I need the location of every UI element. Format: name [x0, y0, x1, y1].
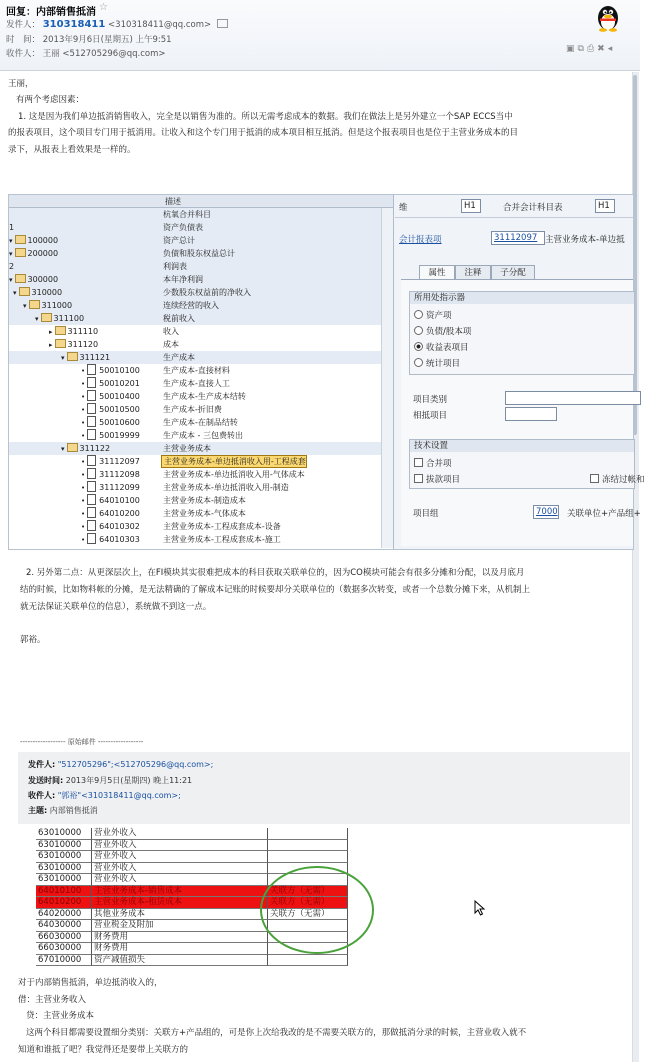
radio-circle-icon[interactable]: [414, 310, 423, 319]
tree-row[interactable]: [9, 260, 381, 273]
tree-row-desc: 生产成本-直接人工: [163, 379, 230, 388]
time-row: [6, 33, 172, 45]
tree-row[interactable]: [9, 429, 381, 442]
expand-arrow-icon[interactable]: ▸: [49, 341, 53, 349]
excel-cell-desc: 营业外收入: [92, 863, 268, 875]
checkbox-icon[interactable]: [590, 474, 599, 483]
tab-attributes[interactable]: 属性: [419, 265, 455, 280]
tree-code-text: 311120: [67, 340, 99, 349]
mail-header: [0, 0, 640, 71]
radio-statistical[interactable]: 统计项目: [414, 357, 460, 369]
bullet-icon: •: [81, 393, 86, 401]
excel-cell-code: 63010000: [36, 828, 92, 840]
tree-code-text: 31112098: [99, 470, 140, 479]
tree-code-text: 64010302: [99, 522, 140, 531]
star-icon[interactable]: ☆: [99, 2, 108, 13]
item-group-desc: 关联单位+产品组+: [567, 509, 641, 519]
excel-cell-desc: 财务费用: [92, 932, 268, 944]
tree-row-code: [9, 234, 58, 248]
tree-row-desc: 生产成本 - 三包费转出: [163, 431, 243, 440]
window-icon[interactable]: ▣: [566, 44, 578, 54]
bullet-icon: •: [81, 432, 86, 440]
tree-row-code: [49, 325, 98, 339]
bullet-icon: •: [81, 523, 86, 531]
tree-row-code: [81, 494, 140, 508]
tree-code-text: 200000: [27, 249, 59, 258]
item-type-label: 项目类别: [413, 395, 448, 405]
document-icon: [87, 494, 96, 505]
tree-code-text: 1: [9, 223, 15, 232]
excel-cell-desc: 主营业务成本-租赁成本: [92, 897, 268, 909]
fs-item-detail: [395, 195, 645, 549]
tree-code-text: 311100: [53, 314, 85, 323]
tree-row-desc: 主营业务成本-单边抵消收入用-制造: [163, 483, 289, 492]
tree-row-desc: 税前收入: [163, 314, 195, 323]
tree-row-desc: 少数股东权益前的净收入: [163, 288, 251, 297]
footer-line3: 贷：主营业务成本: [26, 1011, 95, 1021]
copy-icon[interactable]: ⧉: [577, 44, 587, 54]
radio-asset[interactable]: 资产项: [414, 309, 452, 321]
excel-cell-code: 64010200: [36, 897, 92, 909]
tree-row[interactable]: [9, 364, 381, 377]
document-icon: [87, 429, 96, 440]
tree-row[interactable]: [9, 403, 381, 416]
expand-arrow-icon[interactable]: ▾: [9, 237, 13, 245]
catalog-label: 合并会计科目表: [503, 203, 563, 213]
highlight-ellipse: [260, 866, 374, 954]
tree-row-code: [13, 286, 62, 300]
excel-cell-note: [268, 840, 348, 852]
fs-item-desc: 主营业务成本-单边抵: [545, 235, 625, 245]
document-icon: [87, 403, 96, 414]
tech-settings-title: 技术设置: [410, 440, 634, 452]
quoted-to: 收件人: "郭裕"<310318411@qq.com>;: [28, 791, 181, 800]
tree-row-desc: 杭氧合并科目: [163, 210, 211, 219]
tree-code-text: 64010303: [99, 535, 140, 544]
usage-indicator-group: [409, 291, 635, 375]
folder-icon: [29, 300, 40, 309]
bullet-icon: •: [81, 484, 86, 492]
quoted-mail-header: [18, 752, 630, 824]
item-group-field[interactable]: 7000: [533, 505, 559, 519]
document-icon: [87, 533, 96, 544]
tree-row[interactable]: [9, 338, 381, 351]
tree-row[interactable]: [9, 494, 381, 507]
bullet-icon: •: [81, 510, 86, 518]
sap-screenshot: [8, 194, 645, 550]
quoted-from-value[interactable]: "512705296";<512705296@qq.com>;: [57, 760, 214, 769]
tree-row-desc: 资产总计: [163, 236, 195, 245]
tree-row-code: [81, 377, 140, 391]
excel-cell-desc: 营业外收入: [92, 874, 268, 886]
radio-selected-icon[interactable]: [414, 342, 423, 351]
tree-row-desc: 主营业务成本-单边抵消收入用-工程成套: [161, 455, 307, 468]
tree-row-code: [81, 481, 140, 495]
tree-row-desc: 连续经营的收入: [163, 301, 219, 310]
excel-cell-desc: 营业外收入: [92, 851, 268, 863]
tree-code-text: 50010100: [99, 366, 140, 375]
tree-row-desc: 本年净利润: [163, 275, 203, 284]
quoted-sent: 发送时间: 2013年9月5日(星期四) 晚上11:21: [28, 776, 193, 785]
tech-settings-group: [409, 439, 645, 489]
recipient-row: [6, 47, 165, 59]
tree-code-text: 31112097: [99, 457, 140, 466]
tree-row-desc: 负债和股东权益总计: [163, 249, 235, 258]
recipient-value[interactable]: 王丽 <512705296@qq.com>: [42, 49, 166, 59]
expand-arrow-icon[interactable]: ▾: [61, 445, 65, 453]
tree-row[interactable]: [9, 221, 381, 234]
tree-row[interactable]: [9, 286, 381, 299]
tree-row-desc: 主营业务成本-制造成本: [163, 496, 246, 505]
expand-arrow-icon[interactable]: ▾: [9, 250, 13, 258]
para1-line2: 的报表项目，这个项目专门用于抵消用。让收入和这个专门用于抵消的成本项目相互抵消。但是这个报表项目也是位于主营业务成本的目: [8, 128, 519, 138]
quoted-to-value[interactable]: "郭裕"<310318411@qq.com>;: [57, 791, 181, 800]
tree-row-code: [35, 312, 84, 326]
quoted-from: 发件人: "512705296";<512705296@qq.com>;: [28, 760, 214, 769]
tree-row-code: [81, 429, 140, 443]
excel-cell-code: 63010000: [36, 840, 92, 852]
tree-row-code: [81, 364, 140, 378]
excel-row: [8, 840, 398, 852]
para2-line2: 结的时候，比如物料帐的分摊，是无法精确的了解成本记账的时候要却分关联单位的（数据多次转变，或者一个总数分摊下来，从机制上: [20, 585, 531, 595]
signature: 郭裕。: [20, 635, 46, 645]
document-icon: [87, 455, 96, 466]
tree-row[interactable]: [9, 299, 381, 312]
excel-cell-note: [268, 828, 348, 840]
tree-row-code: [9, 260, 14, 273]
tree-row-desc: 主营业务成本-单边抵消收入用-气体成本: [163, 470, 305, 479]
tree-row[interactable]: [9, 208, 381, 221]
tree-code-text: 300000: [27, 275, 59, 284]
footer-line2: 借：主营业务收入: [18, 995, 87, 1005]
sender-email[interactable]: <310318411@qq.com>: [108, 20, 212, 30]
radio-liability[interactable]: 负债/股本项: [414, 325, 471, 337]
tree-code-text: 311122: [79, 444, 111, 453]
tree-code-text: 50010600: [99, 418, 140, 427]
folder-icon: [15, 248, 26, 257]
bullet-icon: •: [81, 536, 86, 544]
excel-row: [8, 955, 398, 967]
tree-row-code: [61, 351, 110, 365]
checkbox-icon[interactable]: [414, 474, 423, 483]
excel-cell-note: [268, 851, 348, 863]
excel-cell-code: 66030000: [36, 943, 92, 955]
tree-row-desc: 生产成本: [163, 353, 195, 362]
qq-penguin-icon: [594, 2, 622, 32]
tree-row-code: [9, 247, 58, 261]
tree-row-desc: 成本: [163, 340, 179, 349]
folder-icon: [55, 326, 66, 335]
tree-row-code: [61, 442, 110, 456]
expand-arrow-icon[interactable]: ▾: [9, 276, 13, 284]
item-group-label: 项目组: [413, 509, 439, 519]
bullet-icon: •: [81, 406, 86, 414]
tree-code-text: 31112099: [99, 483, 140, 492]
document-icon: [87, 377, 96, 388]
tree-row-code: [81, 507, 140, 521]
tree-code-text: 2: [9, 262, 15, 271]
folder-icon: [67, 443, 78, 452]
tree-row-code: [49, 338, 98, 352]
excel-cell-code: 63010000: [36, 874, 92, 886]
tree-row[interactable]: [9, 455, 381, 468]
checkbox-icon[interactable]: [414, 458, 423, 467]
document-icon: [87, 520, 96, 531]
tree-code-text: 64010200: [99, 509, 140, 518]
para2-line3: 就无法保证关联单位的信息），系统做不到这一点。: [20, 602, 212, 612]
tree-row-desc: 利润表: [163, 262, 187, 271]
time-label: 时 间：: [6, 35, 41, 45]
folder-icon: [67, 352, 78, 361]
item-type-field[interactable]: [505, 391, 641, 405]
tree-code-text: 311121: [79, 353, 111, 362]
tree-row-code: [81, 403, 140, 417]
tree-row[interactable]: [9, 481, 381, 494]
tab-sub-assignment[interactable]: 子分配: [491, 265, 535, 280]
more-icon[interactable]: ◂: [607, 44, 616, 54]
tree-row-desc: 生产成本-生产成本结转: [163, 392, 246, 401]
radio-circle-icon[interactable]: [414, 358, 423, 367]
expand-arrow-icon[interactable]: ▾: [61, 354, 65, 362]
expand-arrow-icon[interactable]: ▾: [23, 302, 27, 310]
tree-row[interactable]: [9, 377, 381, 390]
sender-label: 发件人：: [6, 20, 41, 30]
bullet-icon: •: [81, 497, 86, 505]
tree-row[interactable]: [9, 312, 381, 325]
quoted-subject: 主题: 内部销售抵消: [28, 806, 98, 815]
check-consolidation[interactable]: 合并项: [414, 457, 452, 469]
footer-line4: 这两个科目都需要设置细分类别：关联方+产品组的，可是你上次给我改的是不需要关联方的，那做抵消分录的时候，主营业收入就不: [26, 1028, 527, 1038]
excel-cell-desc: 资产减值损失: [92, 955, 268, 967]
sender-qq[interactable]: 310318411: [42, 19, 106, 30]
delete-icon[interactable]: ✖: [597, 44, 608, 54]
time-value: 2013年9月6日(星期五) 上午9:51: [42, 35, 172, 45]
catalog-field[interactable]: H1: [595, 199, 615, 213]
excel-cell-note: 关联方（无需）: [268, 886, 348, 898]
excel-cell-desc: 营业税金及附加: [92, 920, 268, 932]
folder-icon: [55, 339, 66, 348]
greeting: 王丽，: [8, 79, 34, 89]
document-icon: [87, 364, 96, 375]
excel-cell-code: 64030000: [36, 920, 92, 932]
para1-line1: 1. 这是因为我们单边抵消销售收入，完全是以销售为准的。所以无需考虑成本的数据。我们在做法上是另外建立一个SAP ECCS当中: [18, 112, 513, 122]
tree-row[interactable]: [9, 390, 381, 403]
break-down-field[interactable]: [505, 407, 557, 421]
hierarchy-tree: [9, 195, 394, 549]
break-down-label: 相抵项目: [413, 411, 448, 421]
sender-row: [6, 18, 228, 30]
tree-row-desc: 主营业务成本-工程成套成本-设备: [163, 522, 281, 531]
tree-row[interactable]: [9, 351, 381, 364]
tree-code-text: 50010400: [99, 392, 140, 401]
document-icon: [87, 507, 96, 518]
bullet-icon: •: [81, 458, 86, 466]
dim-field[interactable]: H1: [461, 199, 481, 213]
print-icon[interactable]: ⎙: [586, 44, 598, 54]
tree-code-text: 100000: [27, 236, 59, 245]
check-allocation[interactable]: 拔款项目: [414, 473, 460, 485]
tree-row[interactable]: [9, 442, 381, 455]
expand-arrow-icon[interactable]: ▾: [13, 289, 17, 297]
tree-row-code: [81, 416, 140, 430]
mail-toolbar: [566, 44, 615, 54]
tree-row-desc: 资产负债表: [163, 223, 203, 232]
tree-row[interactable]: [9, 507, 381, 520]
excel-cell-note: 关联方（无需）: [268, 897, 348, 909]
tree-row[interactable]: [9, 234, 381, 247]
tree-header-desc: 描述: [165, 197, 181, 206]
para1-line3: 录下，从报表上看效果是一样的。: [8, 145, 136, 155]
tree-code-text: 311000: [41, 301, 73, 310]
tree-code-text: 310000: [31, 288, 63, 297]
tree-code-text: 311110: [67, 327, 99, 336]
contact-card-icon[interactable]: [217, 19, 228, 28]
tree-row-desc: 生产成本-折旧费: [163, 405, 222, 414]
recipient-label: 收件人：: [6, 49, 41, 59]
excel-cell-code: 66030000: [36, 932, 92, 944]
excel-cell-desc: 营业外收入: [92, 840, 268, 852]
tree-row-code: [9, 221, 14, 234]
excel-cell-desc: 主营业务成本-销售成本: [92, 886, 268, 898]
tree-code-text: 50010201: [99, 379, 140, 388]
excel-cell-code: 63010000: [36, 863, 92, 875]
excel-row: [8, 828, 398, 840]
excel-row: [8, 851, 398, 863]
footer-line5: 知道和谁抵了吧？我觉得还是要带上关联方的: [18, 1045, 189, 1055]
usage-indicator-title: 所用处指示器: [410, 292, 634, 304]
tree-row-desc: 生产成本-直接材料: [163, 366, 230, 375]
tree-row[interactable]: [9, 533, 381, 546]
excel-cell-desc: 其他业务成本: [92, 909, 268, 921]
excel-cell-code: 64010100: [36, 886, 92, 898]
check-freeze[interactable]: 冻结过帐和: [590, 473, 645, 485]
excel-cell-code: 63010000: [36, 851, 92, 863]
tree-row[interactable]: [9, 325, 381, 338]
tree-code-text: 50019999: [99, 431, 140, 440]
excel-cell-desc: 营业外收入: [92, 828, 268, 840]
original-mail-divider: ------------------ 原始邮件 ------------------: [20, 738, 144, 746]
tree-scrollbar[interactable]: [381, 208, 393, 548]
tree-row-desc: 主营业务成本-气体成本: [163, 509, 246, 518]
tree-header: [9, 195, 393, 208]
intro-line: 有两个考虑因素：: [16, 95, 85, 105]
radio-income[interactable]: 收益表项目: [414, 341, 469, 353]
tree-row[interactable]: [9, 247, 381, 260]
bullet-icon: •: [81, 419, 86, 427]
excel-cell-code: 67010000: [36, 955, 92, 967]
folder-icon: [15, 274, 26, 283]
fs-item-field[interactable]: 31112097: [491, 231, 545, 245]
bullet-icon: •: [81, 380, 86, 388]
tab-notes[interactable]: 注释: [455, 265, 491, 280]
excel-cell-note: 关联方（无需）: [268, 909, 348, 921]
tree-row-code: [23, 299, 72, 313]
tree-row[interactable]: [9, 416, 381, 429]
bullet-icon: •: [81, 367, 86, 375]
tree-row-code: [81, 533, 140, 547]
tree-row-code: [81, 520, 140, 534]
tree-row-desc: 主营业务成本: [163, 444, 211, 453]
radio-circle-icon[interactable]: [414, 326, 423, 335]
tree-row-desc: 生产成本-在制品结转: [163, 418, 238, 427]
tree-row[interactable]: [9, 468, 381, 481]
excel-cell-code: 64020000: [36, 909, 92, 921]
document-icon: [87, 390, 96, 401]
para2-line1: 2. 另外第二点：从更深层次上，在FI模块其实很难把成本的科目获取关联单位的，因为CO模块可能会有很多分摊和分配，以及月底月: [26, 568, 525, 578]
dim-label: 维: [399, 203, 408, 213]
expand-arrow-icon[interactable]: ▸: [49, 328, 53, 336]
document-icon: [87, 481, 96, 492]
folder-icon: [15, 235, 26, 244]
tree-row-code: [9, 273, 58, 287]
tree-code-text: 64010100: [99, 496, 140, 505]
tree-row-code: [81, 468, 140, 482]
tree-row-desc: 主营业务成本-工程成套成本-施工: [163, 535, 281, 544]
tree-row[interactable]: [9, 520, 381, 533]
folder-icon: [41, 313, 52, 322]
mail-subject: 回复：内部销售抵消: [6, 7, 96, 18]
bullet-icon: •: [81, 471, 86, 479]
tree-row[interactable]: [9, 273, 381, 286]
mouse-cursor-icon: [474, 900, 486, 916]
tree-row-code: [81, 455, 140, 469]
excel-cell-desc: 财务费用: [92, 943, 268, 955]
tree-row-desc: 收入: [163, 327, 179, 336]
expand-arrow-icon[interactable]: ▾: [35, 315, 39, 323]
document-icon: [87, 416, 96, 427]
excel-cell-note: [268, 955, 348, 967]
footer-line1: 对于内部销售抵消，单边抵消收入的，: [18, 978, 163, 988]
fs-item-label[interactable]: 会计报表项: [399, 235, 442, 245]
tree-row-code: [81, 390, 140, 404]
folder-icon: [19, 287, 30, 296]
tree-code-text: 50010500: [99, 405, 140, 414]
document-icon: [87, 468, 96, 479]
